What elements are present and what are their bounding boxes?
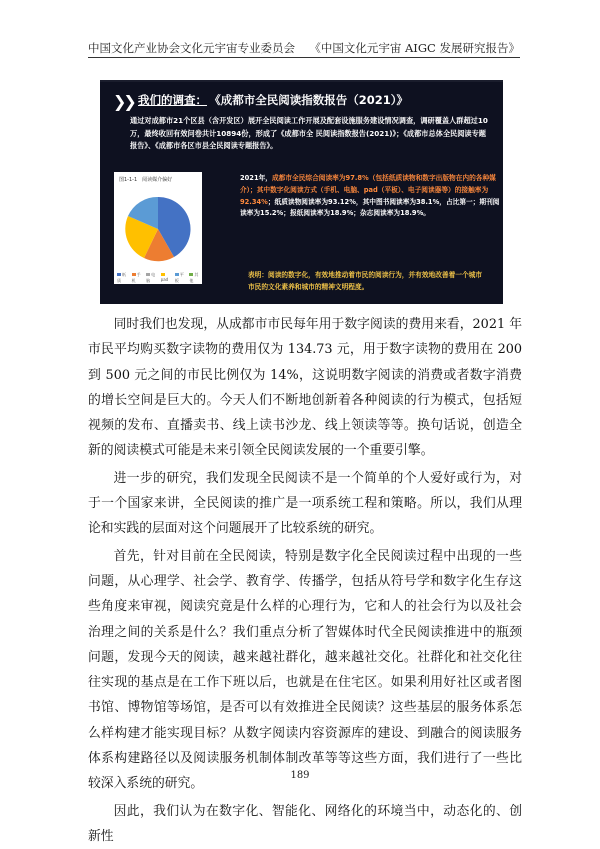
- header-left: 中国文化产业协会文化元宇宙专业委员会: [88, 41, 295, 55]
- pie-title: 图1-1-1 阅读媒介偏好: [119, 177, 173, 183]
- header-right: 《中国文化元宇宙 AIGC 发展研究报告》: [309, 41, 520, 55]
- legend-item: pad: [161, 272, 172, 284]
- legend-item: 其他: [189, 272, 199, 283]
- pie-legend: [117, 272, 201, 284]
- slide-stats: [240, 173, 500, 220]
- body-text: [88, 312, 522, 849]
- legend-item: 纸质: [117, 272, 126, 283]
- slide-title: [138, 92, 408, 108]
- stats-post: ；纸质读物阅读率为93.12%，其中图书阅读率为38.1%，占比第一；期刊阅读率为15.2%；报纸阅读率为18.9%；杂志阅读率为18.9%。: [240, 197, 500, 218]
- paragraph: 进一步的研究，我们发现全民阅读不是一个简单的个人爱好或行为，对于一个国家来讲，全民阅读的推广是一项系统工程和策略。所以，我们从理论和实践的层面对这个问题展开了比较系统的研究。: [88, 470, 522, 537]
- page-header: [88, 40, 520, 58]
- pie-chart: [114, 186, 202, 272]
- pie-chart-card: [114, 172, 202, 284]
- page-number: 189: [290, 770, 310, 781]
- legend-item: 手机: [131, 272, 141, 283]
- double-chevron-icon: ❯❯: [113, 92, 134, 111]
- slide-intro: 通过对成都市21个区县（含开发区）展开全民阅读工作开展及配套设施服务建设情况调查，调研覆盖人群超过10万，最终收回有效问卷共计10894份，形成了《成都市全 民阅读指数报告(2021)》；《成都市总体全民阅读专题报告》、《成都市各区市县全民阅读专题报告》。: [130, 116, 488, 150]
- slide-image: [100, 80, 503, 304]
- slide-title-label: 我们的调查：: [138, 93, 207, 107]
- legend-item: 平板: [174, 272, 184, 283]
- paragraph: 首先，针对目前在全民阅读，特别是数字化全民阅读过程中出现的一些问题，从心理学、社会学、教育学、传播学，包括从符号学和数字化生存这些角度来审视，阅读究竟是什么样的心理行为，它和人的社会行为以及社会治理之间的关系是什么？我们重点分析了智媒体时代全民阅读推进中的瓶颈问题，发现今天的阅读，越来越社群化，越来越社交化。社群化和社交化往往实现的基点是在工作下班以后，也就是在住宅区。如果利用好社区或者图书馆、博物馆等场馆，是否可以有效推进全民阅读？这些基层的服务体系怎么样构建才能实现目标？从数字阅读内容资源库的建设、到融合的阅读服务体系构建路径以及阅读服务机制体制改革等等这些方面，我们进行了一些比较深入系统的研究。: [88, 548, 522, 792]
- slide-conclusion: 表明：阅读的数字化，有效地推动着市民的阅读行为，并有效地改善着一个城市市民的文化素养和城市的精神文明程度。: [248, 271, 483, 291]
- paragraph: 因此，我们认为在数字化、智能化、网络化的环境当中，动态化的、创新性: [88, 803, 522, 844]
- slide-title-report: 《成都市全民阅读指数报告（2021）》: [215, 93, 409, 107]
- stats-pre: 2021年，: [240, 174, 272, 182]
- paragraph: 同时我们也发现，从成都市市民每年用于数字阅读的费用来看，2021 年市民平均购买数字读物的费用仅为 134.73 元，用于数字读物的费用在 200 到 500 元之间的市民比例仅为 14%，这说明数字阅读的消费或者数字消费的增长空间是巨大的。今天人们不断地创新着各种阅读的行为模式，包括短视频的发布、直播卖书、线上读书沙龙、线上领读等等。换句话说，创造全新的阅读模式可能是未来引领全民阅读发展的一个重要引擎。: [88, 317, 522, 459]
- legend-item: 电脑: [146, 272, 156, 283]
- stats-highlight: 成都市全民综合阅读率为97.8%（包括纸质读物和数字出版物在内的各种媒介）；其中数字化阅读方式（手机、电脑、pad（平板）、电子阅读器等）的接触率为92.34%: [240, 174, 496, 206]
- header-rule: [88, 57, 520, 58]
